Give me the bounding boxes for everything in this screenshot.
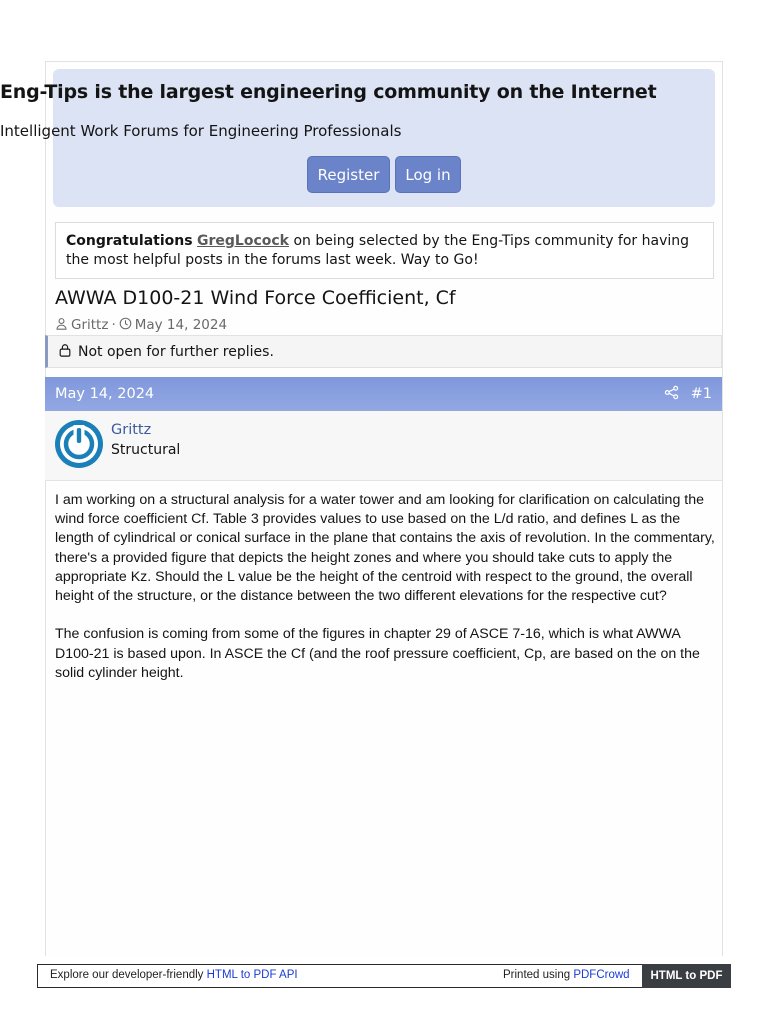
congrats-message: on being selected by the Eng-Tips community for having the most helpful posts in the forums last week. Way to Go!	[66, 233, 690, 268]
post-body	[55, 491, 717, 702]
footer-pdfcrowd-link[interactable]: PDFCrowd	[573, 969, 630, 981]
pdf-footer	[37, 964, 731, 988]
congrats-banner	[55, 222, 714, 279]
footer-explore	[50, 969, 298, 981]
lock-icon	[58, 343, 72, 361]
post-paragraph: I am working on a structural analysis for a water tower and am looking for clarification on calculating the wind force coefficient Cf. Table 3 provides values to use based on the L/d ratio, and defines L as the length of cylindrical or conical surface in the plane that contains the axis of revolution. In the commentary, there's a provided figure that depicts the height zones and where you should take cuts to apply the appropriate Kz. Should the L value be the height of the centroid with respect to the ground, the overall height of the structure, or the distance between the two different elevations for the respective cut?	[55, 492, 715, 605]
avatar[interactable]	[55, 420, 103, 468]
thread-meta	[55, 316, 227, 334]
footer-printed-text: Printed using	[503, 969, 571, 981]
html-to-pdf-button[interactable]: HTML to PDF	[642, 964, 731, 988]
thread-title: AWWA D100-21 Wind Force Coefficient, Cf	[55, 287, 456, 309]
post-paragraph: The confusion is coming from some of the figures in chapter 29 of ASCE 7-16, which is what AWWA D100-21 is based upon. In ASCE the Cf (and the roof pressure coefficient, Cp, are based on the on the solid cylinder height.	[55, 626, 700, 681]
post-number-link[interactable]: #1	[690, 386, 712, 402]
thread-closed-notice	[45, 335, 722, 368]
meta-separator: ·	[111, 317, 116, 333]
thread-date-link[interactable]: May 14, 2024	[134, 317, 228, 333]
post-header	[45, 377, 722, 411]
congrats-prefix: Congratulations	[66, 233, 193, 249]
share-icon[interactable]	[664, 385, 691, 404]
closed-text: Not open for further replies.	[78, 343, 274, 360]
footer-api-link[interactable]: HTML to PDF API	[206, 969, 298, 981]
footer-printed	[503, 969, 630, 981]
post-author-link[interactable]: Grittz	[111, 422, 152, 438]
post-date-link[interactable]: May 14, 2024	[55, 386, 155, 402]
footer-explore-text: Explore our developer-friendly	[50, 969, 204, 981]
clock-icon	[119, 317, 132, 334]
post-author-title: Structural	[111, 442, 181, 458]
login-button[interactable]: Log in	[395, 156, 461, 193]
user-icon	[55, 317, 68, 334]
notice-subtitle: Intelligent Work Forums for Engineering Professionals	[0, 122, 402, 140]
register-button[interactable]: Register	[307, 156, 390, 193]
congrats-user-link[interactable]: GregLocock	[197, 233, 289, 249]
notice-title: Eng-Tips is the largest engineering community on the Internet	[0, 81, 657, 103]
thread-author-link[interactable]: Grittz	[71, 317, 109, 333]
